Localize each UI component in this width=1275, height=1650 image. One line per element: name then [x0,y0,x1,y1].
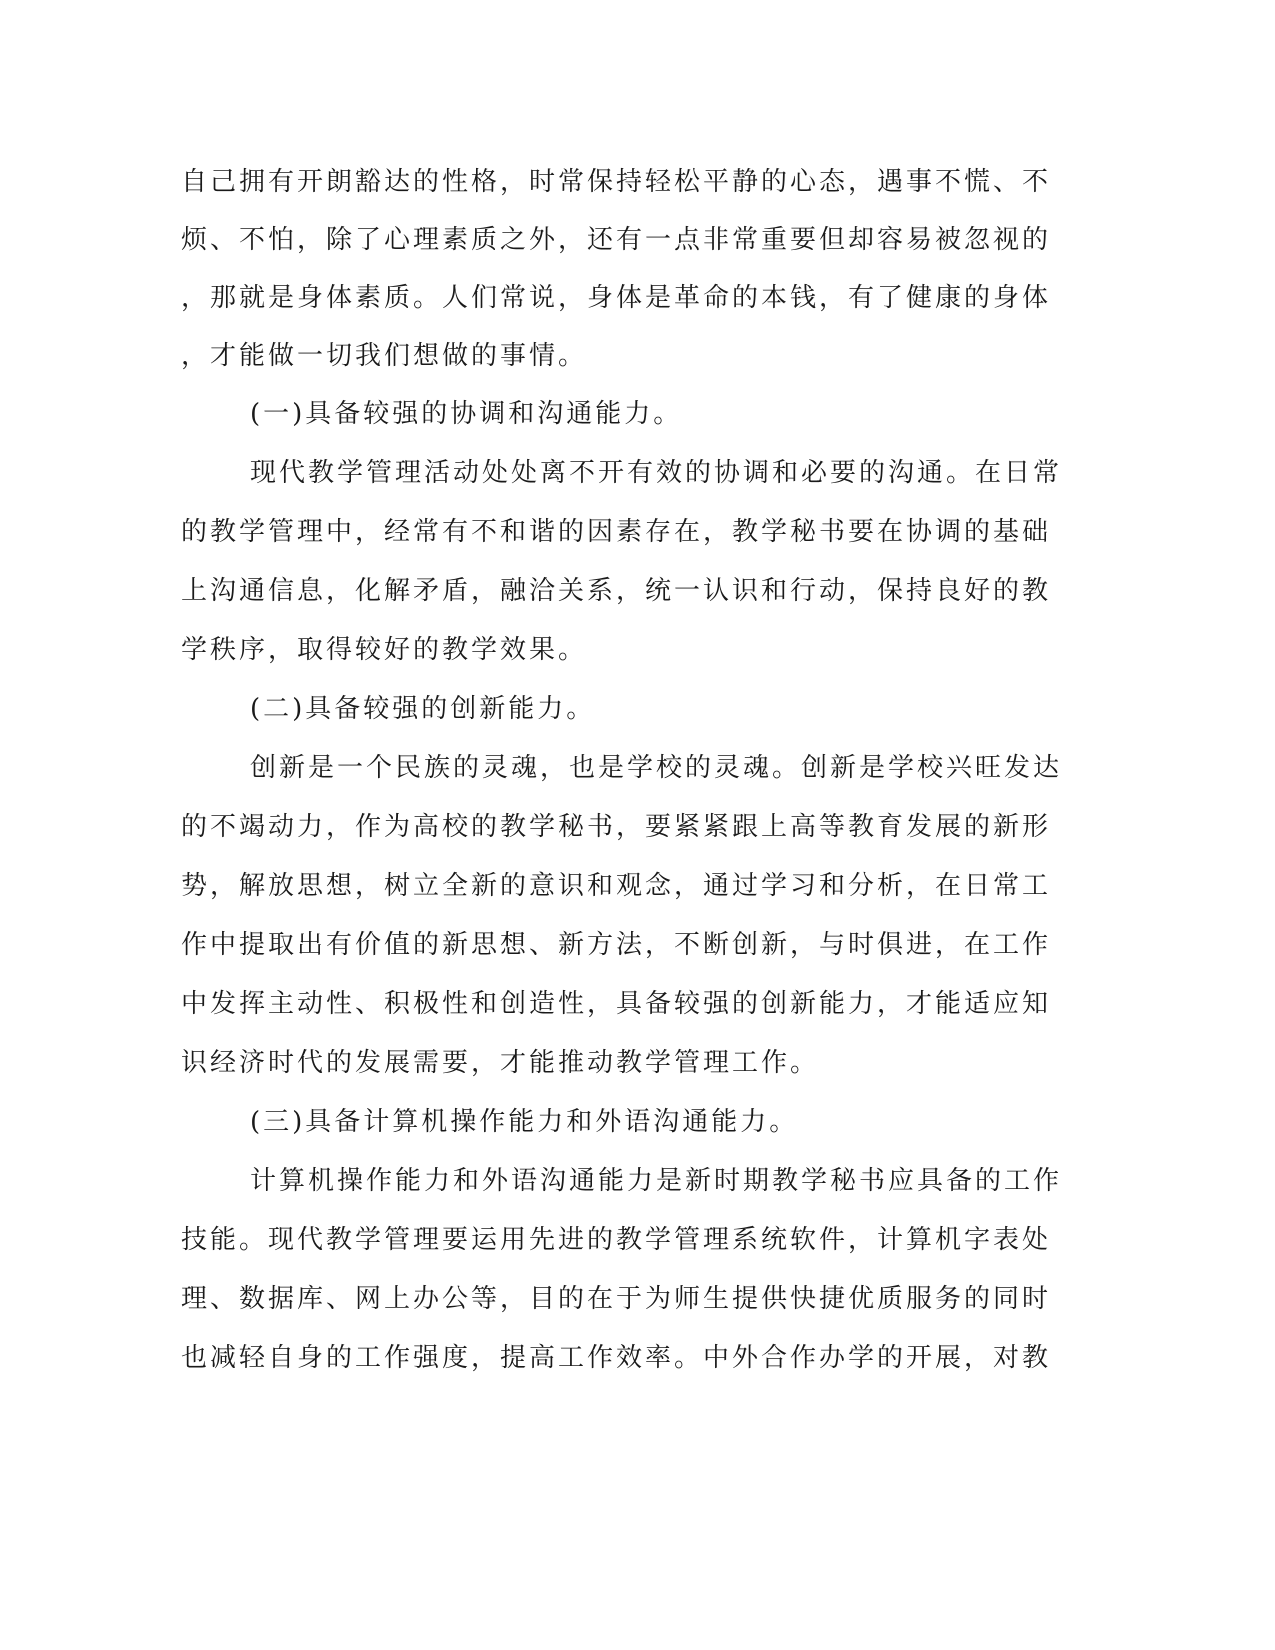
text-line: 中发挥主动性、积极性和创造性，具备较强的创新能力，才能适应知 [181,989,1052,1019]
text-line: 作中提取出有价值的新思想、新方法，不断创新，与时俱进，在工作 [181,930,1052,960]
text-line: 也减轻自身的工作强度，提高工作效率。中外合作办学的开展，对教 [181,1343,1052,1373]
text-line: 上沟通信息，化解矛盾，融洽关系，统一认识和行动，保持良好的教 [181,576,1052,606]
text-line: 的教学管理中，经常有不和谐的因素存在，教学秘书要在协调的基础 [181,517,1052,547]
text-line: 的不竭动力，作为高校的教学秘书，要紧紧跟上高等教育发展的新形 [181,812,1052,842]
text-line: 计算机操作能力和外语沟通能力是新时期教学秘书应具备的工作 [250,1166,1063,1196]
text-line: 技能。现代教学管理要运用先进的教学管理系统软件，计算机字表处 [181,1225,1052,1255]
section-heading: (一)具备较强的协调和沟通能力。 [250,399,683,429]
section-heading: (三)具备计算机操作能力和外语沟通能力。 [250,1107,799,1137]
text-line: ，那就是身体素质。人们常说，身体是革命的本钱，有了健康的身体 [181,283,1052,313]
text-line: 烦、不怕，除了心理素质之外，还有一点非常重要但却容易被忽视的 [181,225,1052,255]
text-line: 理、数据库、网上办公等，目的在于为师生提供快捷优质服务的同时 [181,1284,1052,1314]
section-heading: (二)具备较强的创新能力。 [250,694,596,724]
text-line: 创新是一个民族的灵魂，也是学校的灵魂。创新是学校兴旺发达 [250,753,1063,783]
text-line: ，才能做一切我们想做的事情。 [181,341,588,371]
text-line: 识经济时代的发展需要，才能推动教学管理工作。 [181,1048,820,1078]
text-line: 自己拥有开朗豁达的性格，时常保持轻松平静的心态，遇事不慌、不 [181,167,1052,197]
text-line: 现代教学管理活动处处离不开有效的协调和必要的沟通。在日常 [250,458,1063,488]
text-line: 学秩序，取得较好的教学效果。 [181,635,588,665]
text-line: 势，解放思想，树立全新的意识和观念，通过学习和分析，在日常工 [181,871,1052,901]
